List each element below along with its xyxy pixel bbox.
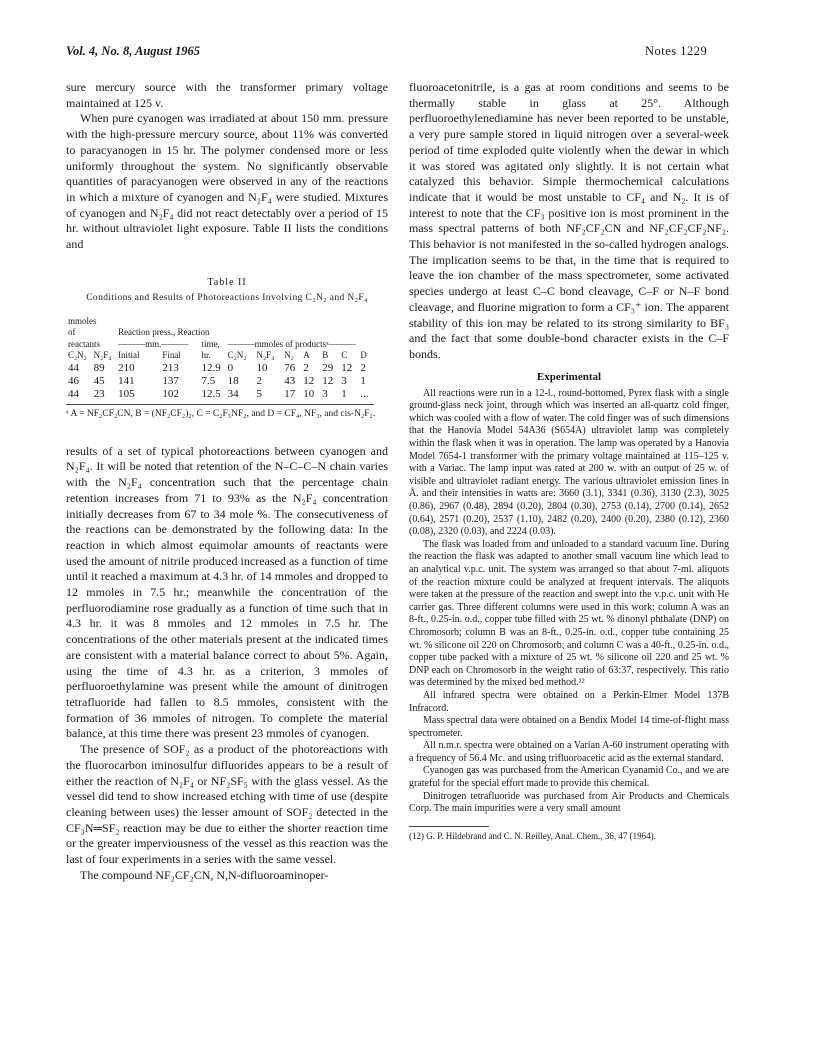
table-cell: ... [360, 387, 369, 400]
section-heading: Experimental [536, 370, 602, 383]
table-cell: 44 [68, 387, 79, 400]
paragraph: Cyanogen gas was purchased from the American Cyanamid Co., and we are grateful for the special effort made to provide this chemical. [409, 765, 729, 790]
paragraph: The presence of SOF₂ as a product of the photoreactions with the fluorocarbon iminosulfur difluorides appears to be a result of either the reaction of N₂F₄ or NF₂SF₅ with the glass vessel. As the vessel did tend to show increased etching with time of use (despite cleaning between uses) the lesser amount of SOF₂ detected in the CF₃N═SF₂ reaction may be due to either the shorter reaction time or the greater imperviousness of the vessel as this reaction was the last of four experiments in a series with the same vessel. [66, 742, 388, 867]
table-cell: 141 [118, 374, 135, 387]
table-cell: 12.9 [201, 361, 221, 374]
table-title: Table II [207, 276, 247, 288]
table-cell: 10 [256, 361, 268, 374]
paragraph: All n.m.r. spectra were obtained on a Varian A-60 instrument operating with a frequency of 56.4 Mc. and using trifluoroacetic acid as the external standard. [409, 740, 729, 764]
table-cell: 23 [93, 387, 105, 400]
table-rule [66, 404, 374, 405]
table-header: D [360, 350, 367, 361]
left-column [66, 80, 388, 883]
table-header: hr. [201, 350, 211, 361]
paragraph: When pure cyanogen was irradiated at about 150 mm. pressure with the high-pressure mercury source, about 11% was converted to paracyanogen in 15 hr. The polymer condensed more or less uniformly throughout the system. No significantly observable quantities of paracyanogen were observed in any of the reactions in which a mixture of cyanogen and N₂F₄ were studied. Mixtures of cyanogen and N₂F₄ did not react detectably over a period of 15 hr. without ultraviolet light exposure. Table II lists the conditions and [66, 111, 388, 252]
table-header: B [322, 350, 329, 361]
table-header: C₂N₂ [227, 350, 247, 361]
paragraph: results of a set of typical photoreactions between cyanogen and N₂F₄. It will be noted that retention of the N–C–C–N chain varies with the N₂F₄ concentration such that the percentage chain retention increases from 71 to 93% as the N₂F₄ concentration initially decreases from 67 to 34 mole %. The consecutiveness of the reactions can be demonstrated by the following data: In the reaction in which almost equimolar amounts of reactants were used the amount of nitrile produced increased as a function of time until it reached a maximum at 4.3 hr. of 14 mmoles and dropped to 12 mmoles in 7.5 hr.; meanwhile the concentration of the perfluorodiamine rose gradually as a function of time such that in 4.3 hr. it was 8 mmoles and 12 mmoles in 7.5 hr. The concentrations of the other materials present at the indicated times are consistent with a material balance correct to about 5%. Again, using the time of 4.3 hr. as a criterion, 3 mmoles of perfluoroethylamine was present while the amount of dinitrogen tetrafluoride had fallen to 8.5 mmoles, consistent with the formation of 36 mmoles of nitrogen. To complete the material balance, at this time there was present 23 mmoles of cyanogen. [66, 443, 388, 741]
table-ii [66, 277, 388, 420]
table-header: N₂F₄ [93, 350, 112, 361]
table-cell: 2 [256, 374, 263, 387]
table-cell: 213 [162, 361, 179, 374]
table-header: of [68, 327, 76, 338]
table-cell: 17 [284, 387, 296, 400]
table-ii-grid [66, 316, 374, 401]
table-header: N₂ [284, 350, 294, 361]
experimental-section [409, 388, 729, 816]
paragraph: All infrared spectra were obtained on a Perkin-Elmer Model 137B Infracord. [409, 689, 729, 714]
table-cell: 105 [118, 387, 135, 400]
table-cell: 5 [256, 387, 263, 400]
table-header: mmoles [68, 315, 97, 326]
table-cell: 34 [227, 387, 239, 400]
table-cell: 12 [303, 374, 315, 387]
table-cell: 44 [68, 361, 79, 374]
table-caption: Conditions and Results of Photoreactions Involving C₂N₂ and N₂F₄ [86, 292, 368, 303]
table-header: C [341, 350, 348, 361]
table-cell: 137 [162, 374, 179, 387]
table-row [66, 362, 374, 375]
paragraph: All reactions were run in a 12-l., round-bottomed, Pyrex flask with a single ground-glass neck joint, through which was inserted an all-quartz cold finger, which was cooled with a flow of water. The cold finger was of such dimensions that the Hanovia Model 54A36 (S654A) ultraviolet lamp was completely within the flask when it was in operation. The lamp was operated by a Hanovia Model 7654-1 transformer with the primary voltage maintained at 115–125 v. with a Variac. The lamp input was rated at 200 w. with an output of 25 w. of visible and ultraviolet radiant energy. The various ultraviolet emission lines in Å. and their intensities in watts are: 3660 (3.1), 3341 (0.36), 3130 (2.3), 3025 (0.86), 2967 (0.48), 2894 (0.20), 2804 (0.30), 2753 (0.14), 2700 (0.14), 2652 (0.64), 2571 (0.20), 2537 (1.10), 2482 (0.20), 2400 (0.20), 2380 (0.12), 2360 (0.08), 2320 (0.03), and 2224 (0.03). [409, 387, 729, 538]
table-cell: 2 [303, 361, 309, 374]
spacer [66, 420, 388, 444]
table-header: time, [201, 338, 220, 349]
paragraph: sure mercury source with the transformer primary voltage maintained at 125 v. [66, 80, 388, 110]
table-cell: 1 [360, 374, 366, 387]
paragraph: The flask was loaded from and unloaded to a standard vacuum line. During the reaction the flask was adapted to another small vacuum line which lead to an analytical v.p.c. unit. The system was arranged so that about 7-ml. aliquots of the reaction mixture could be analyzed at frequent intervals. The aliquots were taken at the pressure of the reaction and swept into the v.p.c. unit with He carrier gas. Three different columns were used in this work: column A was an 8-ft., 0.25-in. o.d., copper tube filled with 25 wt. % dinonyl phthalate (DNP) on Chromosorb; column B was an 8-ft., 0.25-in. o.d., copper tube containing 25 wt. % silicone oil 220 on Chromosorb; and column C was a 40-ft., 0.25-in. o.d., copper tube packed with a mixture of 25 wt. % silicone oil 220 and 25 wt. % DNP each on Chromosorb in the weight ratio of 63:37, respectively. This ratio was determined by the mixed bed method.¹² [409, 538, 729, 689]
table-cell: 210 [118, 361, 135, 374]
table-cell: 12.5 [201, 387, 221, 400]
table-header: Reaction press., Reaction [118, 327, 210, 338]
table-row [66, 388, 374, 401]
paragraph: The compound NF₂CF₂CN, N,N-difluoroaminoper- [80, 867, 329, 882]
table-cell: 89 [93, 361, 105, 374]
table-cell: 2 [360, 361, 366, 374]
table-cell: 45 [93, 374, 105, 387]
table-header: ———mmoles of productsᵃ——— [227, 338, 356, 349]
table-header: reactants [68, 338, 100, 349]
journal-issue-header: Vol. 4, No. 8, August 1965 [66, 44, 200, 58]
table-cell: 12 [341, 361, 353, 374]
table-footnote: ᵃ A = NF₂CF₂CN, B = (NF₂CF₂)₂, C = C₂F₅NF₂, and D = CF₄, NF₃, and cis-N₂F₂. [66, 408, 376, 419]
paragraph: Mass spectral data were obtained on a Bendix Model 14 time-of-flight mass spectrometer. [409, 715, 729, 739]
table-header: C₂N₂ [68, 350, 87, 361]
right-column [409, 80, 729, 842]
table-cell: 10 [303, 387, 315, 400]
paragraph: Dinitrogen tetrafluoride was purchased from Air Products and Chemicals Corp. The main impurities were a very small amount [409, 790, 729, 815]
table-cell: 43 [284, 374, 296, 387]
table-cell: 18 [227, 374, 239, 387]
table-cell: 12 [322, 374, 334, 387]
footnote: (12) G. P. Hildebrand and C. N. Reilley, Anal. Chem., 36, 47 (1964). [409, 830, 656, 841]
table-cell: 0 [227, 361, 234, 374]
table-header: Initial [118, 350, 140, 361]
page-number-header: Notes 1229 [645, 44, 708, 58]
table-cell: 3 [341, 374, 347, 387]
table-cell: 102 [162, 387, 179, 400]
table-cell: 76 [284, 361, 296, 374]
footnote-rule [409, 826, 489, 827]
table-header: A [303, 350, 310, 361]
paragraph: fluoroacetonitrile, is a gas at room conditions and seems to be thermally stable in glass at 25°. Although perfluoroethylenediamine has never been reported to be unstable, a very pure sample stored in liquid nitrogen over a several-week period of time exploded quite violently when the dewar in which it was stored was agitated only slightly. It is not certain what catalyzed this behavior. Simple thermochemical calculations indicate that it would be most unstable to CF₄ and N₂. It is of interest to note that the CF₃ positive ion is most prominent in the mass spectral patterns of both NF₂CF₂CN and NF₂CF₂CF₂NF₂. This behavior is not manifested in the so-called hydrogen analogs. The implication seems to be that, in the time that is required to leave the ion chamber of the mass spectrometer, some activated species undergo at least C–C bond cleavage, C–F or N–F bond cleavage, and fluorine migration to form a CF₃⁺ ion. The apparent stability of this ion may be related to its strong similarity to BF₃ and the fact that some double-bond character exists in the C–F bonds. [409, 80, 729, 361]
table-header: N₂F₄ [256, 350, 275, 361]
table-cell: 1 [341, 387, 347, 400]
table-cell: 3 [322, 387, 328, 400]
table-cell: 7.5 [201, 374, 216, 387]
table-header: ———mm.——— [118, 338, 189, 349]
table-header: Final [162, 350, 181, 361]
table-cell: 29 [322, 361, 334, 374]
table-row [66, 375, 374, 388]
table-cell: 46 [68, 374, 79, 387]
